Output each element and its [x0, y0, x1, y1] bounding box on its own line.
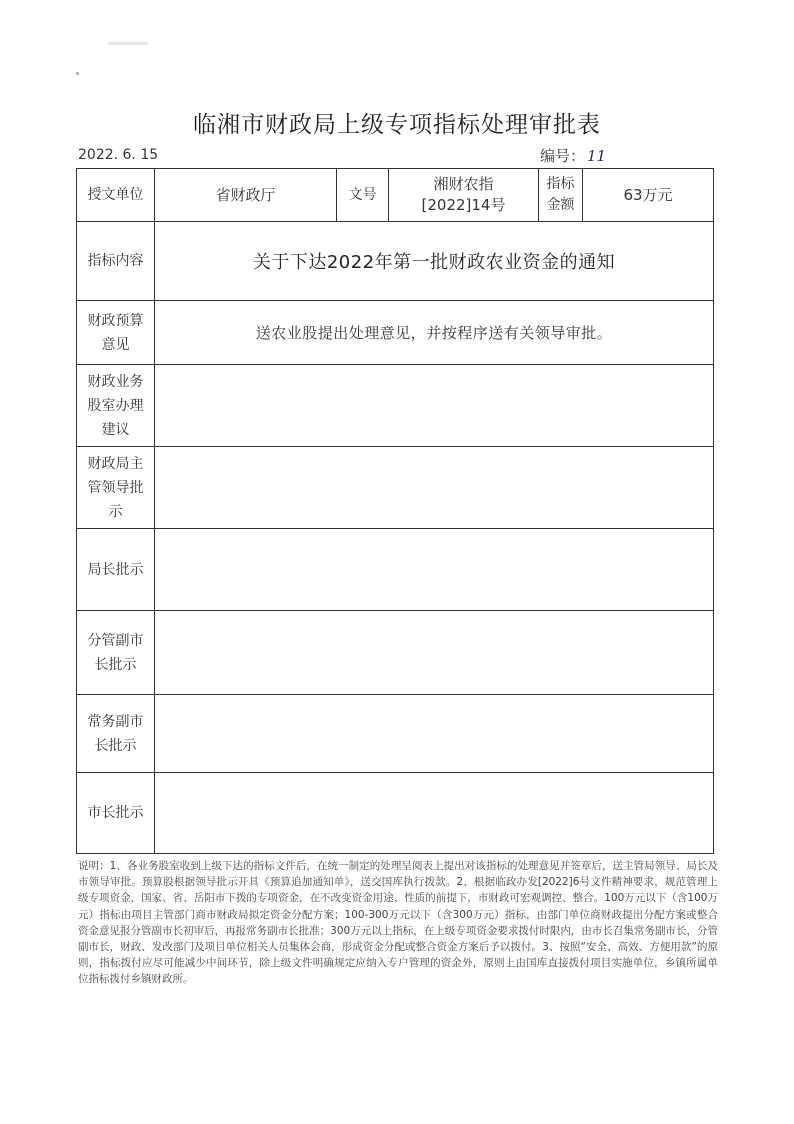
- row-indicator-content: [77, 222, 713, 301]
- director-field: [155, 529, 713, 610]
- row-label: 分管副市 长批示: [77, 611, 155, 694]
- scan-smudge: [108, 42, 148, 45]
- bureau-leader-field: [155, 447, 713, 528]
- approval-table: [76, 168, 714, 854]
- row-label: 常务副市 长批示: [77, 695, 155, 772]
- row-dept-suggestion: [77, 365, 713, 447]
- dept-suggestion-field: [155, 365, 713, 446]
- issuer-value: 省财政厅: [155, 169, 337, 221]
- issuer-label: 授文单位: [77, 169, 155, 221]
- row-mayor: [77, 773, 713, 853]
- amount-label: 指标 金额: [539, 169, 583, 221]
- serial-label: 编号：: [540, 147, 586, 165]
- executive-deputy-mayor-field: [155, 695, 713, 772]
- deputy-mayor-field: [155, 611, 713, 694]
- budget-opinion-text: 送农业股提出处理意见，并按程序送有关领导审批。: [255, 324, 613, 342]
- row-label: 市长批示: [77, 773, 155, 853]
- form-title: 临湘市财政局上级专项指标处理审批表: [193, 112, 601, 138]
- row-label: 局长批示: [77, 529, 155, 610]
- row-bureau-leader: [77, 447, 713, 529]
- row-director: [77, 529, 713, 611]
- serial-value: 11: [587, 147, 607, 165]
- form-date: 2022. 6. 15: [78, 147, 159, 163]
- row-budget-opinion: [77, 301, 713, 365]
- explanatory-note: 说明：1、各业务股室收到上级下达的指标文件后，在统一制定的处理呈阅表上提出对该指标的处理意见并签章后，送主管局领导、局长及市领导审批。预算股根据领导批示开具《预算追加通知单》，送交国库执行拨款。2、根据临政办发[2022]6号文件精神要求，规范管理上级专项资金，国家、省、岳阳市下拨的专项资金，在不改变资金用途、性质的前提下，市财政可宏观调控、整合。100万元以下（含100万元）指标由项目主管部门商市财政局拟定资金分配方案；100-300万元以下（含300万元）指标，由部门单位商财政提出分配方案或整合资金意见报分管副市长初审后，再报常务副市长批准；300万元以上指标，在上级专项资金要求拨付时限内，由市长召集常务副市长，分管副市长，财政、发改部门及项目单位相关人员集体会商，形成资金分配或整合资金方案后予以拨付。3、按照“安全、高效、方便用款”的原则，指标拨付应尽可能减少中间环节，除上级文件明确规定应纳入专户管理的资金外，原则上由国库直接拨付项目实施单位，乡镇所属单位指标拨付乡镇财政所。: [78, 860, 718, 986]
- amount-value: 63万元: [623, 185, 673, 204]
- docno-label: 文号: [337, 169, 389, 221]
- notice-title: 关于下达2022年第一批财政农业资金的通知: [252, 252, 616, 273]
- row-label: 指标内容: [77, 222, 155, 300]
- row-executive-deputy-mayor: [77, 695, 713, 773]
- row-label: 财政业务 股室办理 建议: [77, 365, 155, 446]
- scan-dot: [76, 72, 79, 75]
- row-label: 财政预算 意见: [77, 301, 155, 364]
- serial-number: [540, 145, 606, 166]
- header-row: [77, 169, 713, 222]
- row-deputy-mayor: [77, 611, 713, 695]
- mayor-field: [155, 773, 713, 853]
- docno-value: 湘财农指 [2022]14号: [389, 169, 539, 221]
- row-label: 财政局主 管领导批 示: [77, 447, 155, 528]
